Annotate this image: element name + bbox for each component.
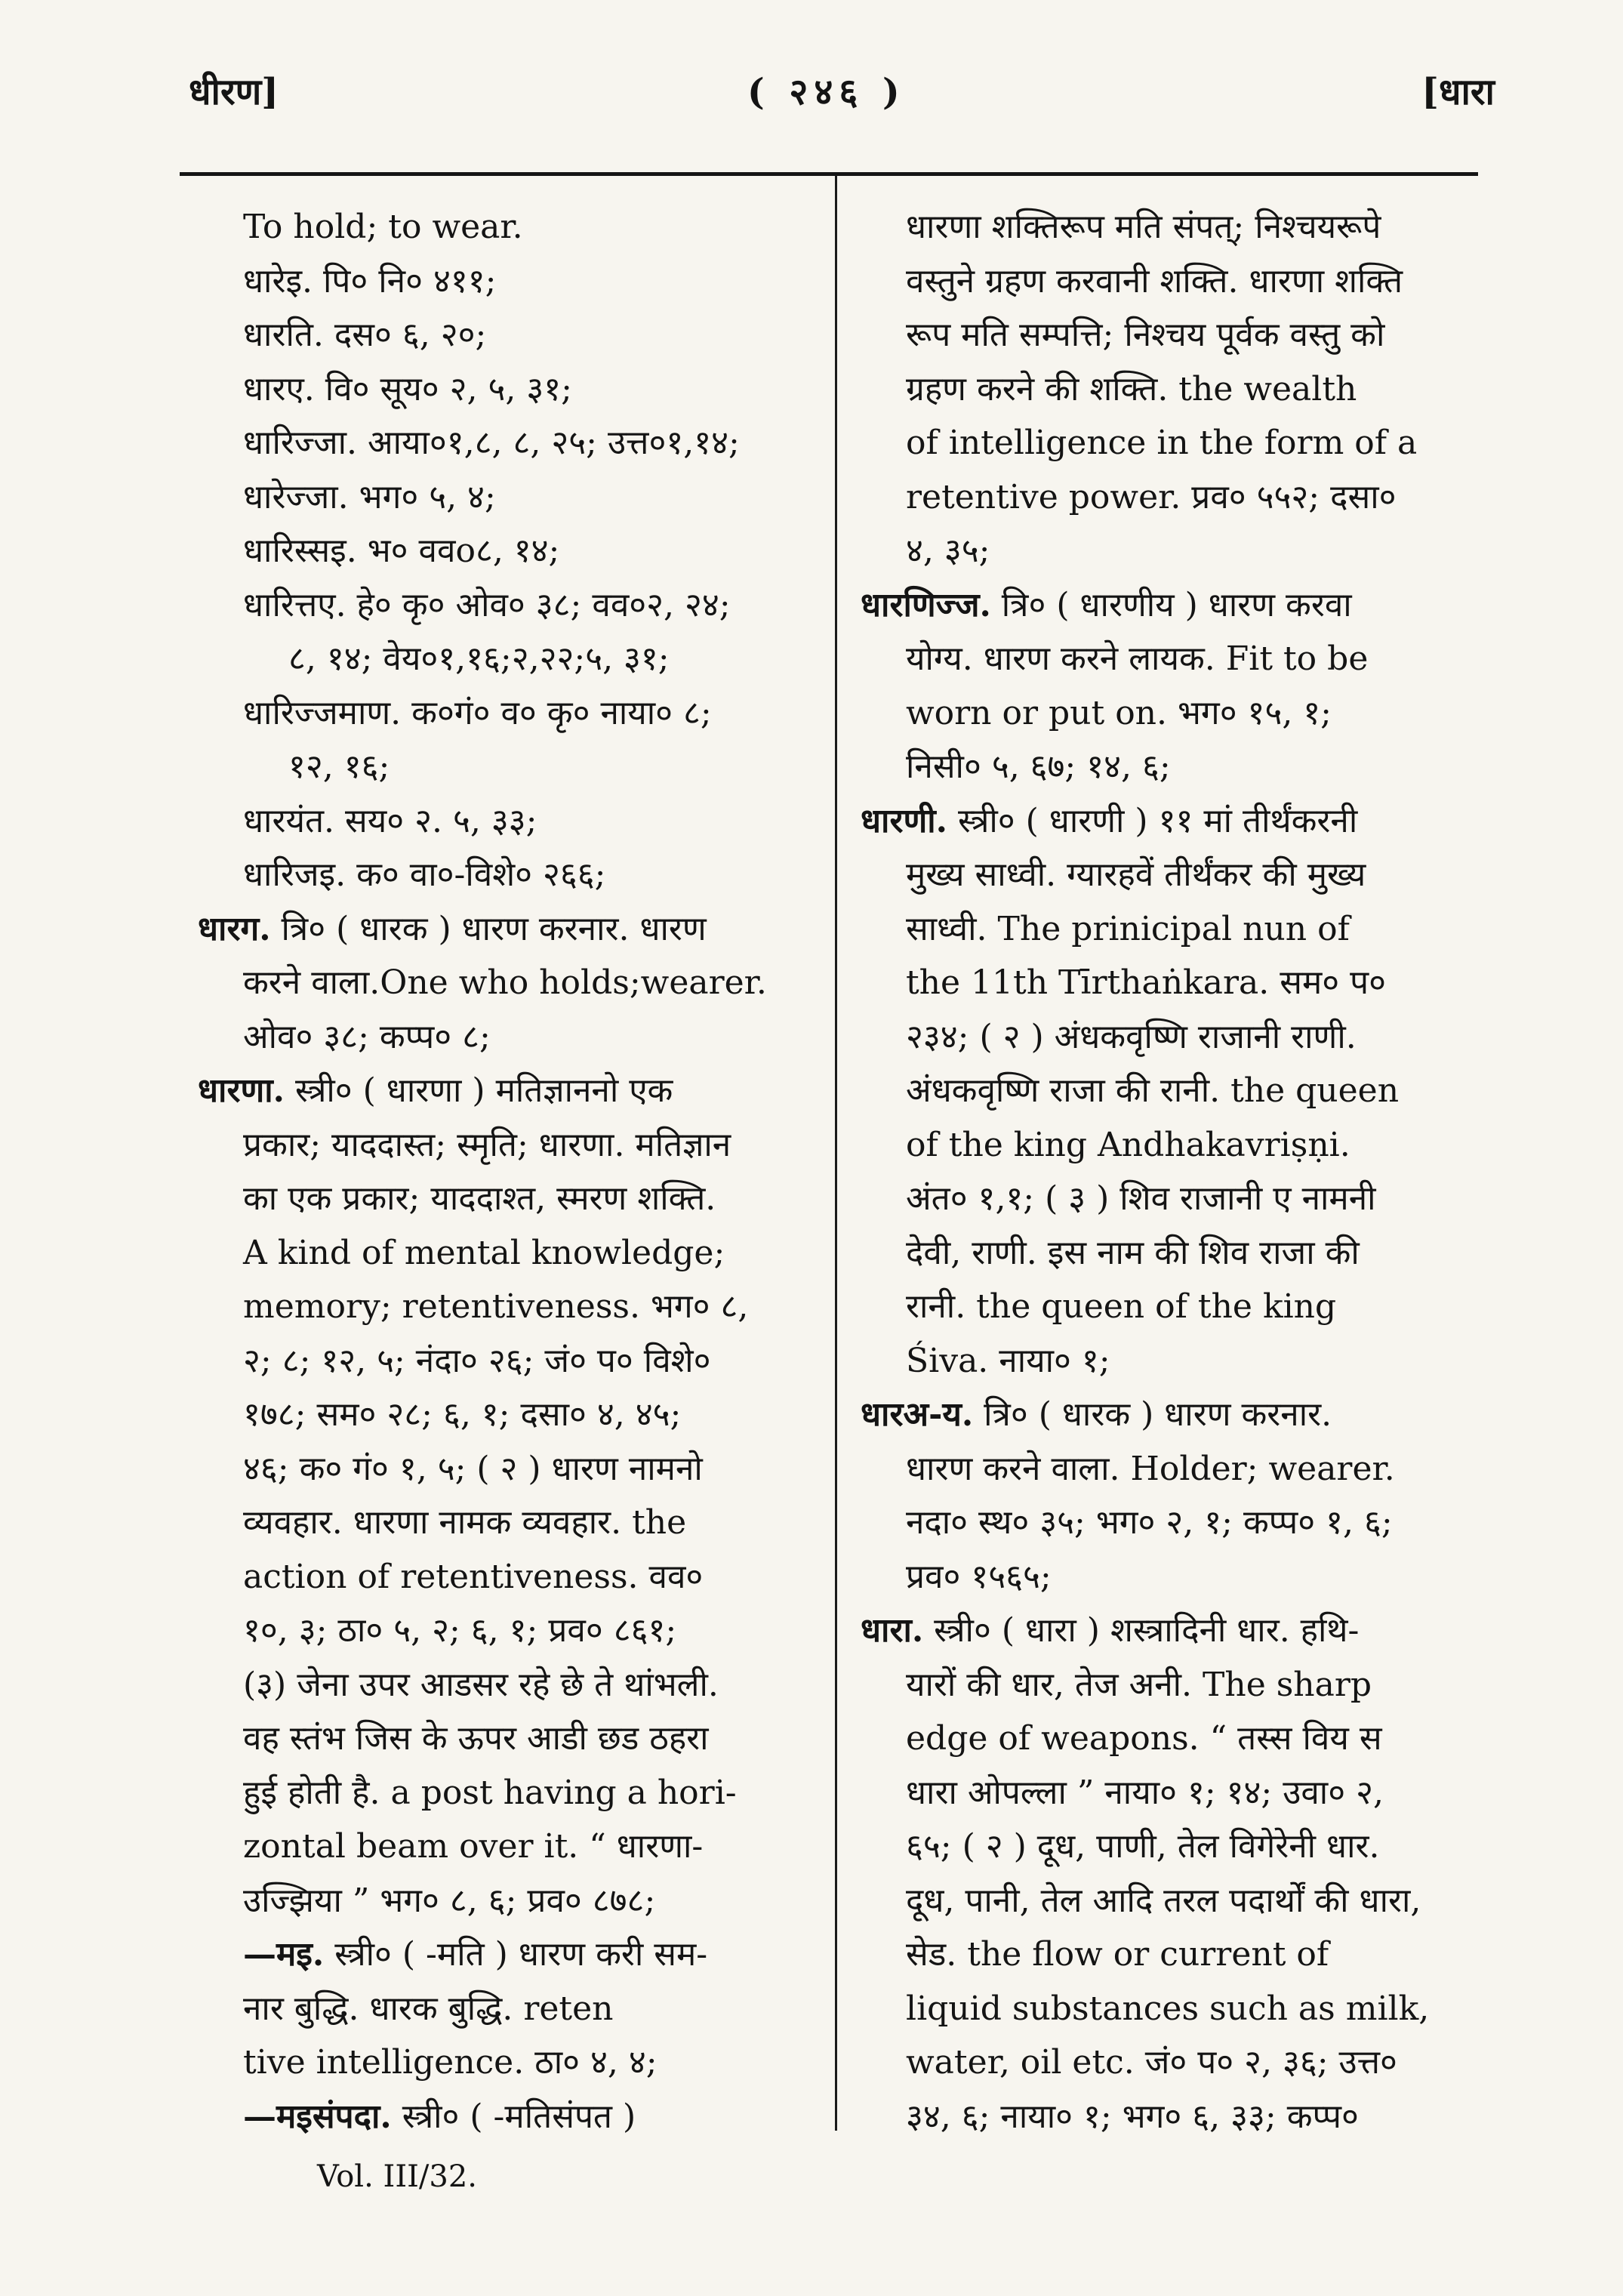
- entry-line: रूप मति सम्पत्ति; निश्चय पूर्वक वस्तु को: [906, 316, 1385, 354]
- entry-line: रानी. the queen of the king: [906, 1287, 1337, 1326]
- entry-line: धारित्तए. हे० कृ० ओव० ३८; वव०२, २४;: [243, 585, 731, 624]
- entry-line: worn or put on. भग० १५, १;: [906, 693, 1332, 732]
- entry-line: उज्झिया ” भग० ८, ६; प्रव० ८७८;: [243, 1881, 656, 1920]
- entry-line: साध्वी. The prinicipal nun of: [906, 909, 1350, 948]
- entry-line: १२, १६;: [288, 747, 390, 786]
- entry-line: सेड. the flow or current of: [906, 1935, 1329, 1974]
- entry-line: of intelligence in the form of a: [906, 424, 1418, 462]
- entry-headword-line: धारणिज्ज. त्रि० ( धारणीय ) धारण करवा: [861, 585, 1352, 624]
- entry-line: २; ८; १२, ५; नंदा० २६; जं० प० विशे०: [243, 1341, 711, 1380]
- page-header: [189, 66, 1495, 134]
- entry-line: ८, १४; वेय०१,१६;२,२२;५, ३१;: [288, 639, 670, 678]
- entry-line: वह स्तंभ जिस के ऊपर आडी छड ठहरा: [243, 1719, 709, 1758]
- entry-headword-line: धारणा. स्त्री० ( धारणा ) मतिज्ञाननो एक: [198, 1071, 673, 1110]
- entry-headword-line: —मइसंपदा. स्त्री० ( -मतिसंपत ): [243, 2097, 636, 2136]
- entry-line: हुई होती है. a post having a hori-: [243, 1773, 737, 1812]
- entry-line: धारयंत. सय० २. ५, ३३;: [243, 801, 537, 840]
- entry-line: नदा० स्थ० ३५; भग० २, १; कप्प० १, ६;: [906, 1503, 1393, 1542]
- entry-line: प्रकार; याददास्त; स्मृति; धारणा. मतिज्ञान: [243, 1125, 731, 1164]
- entry-line: प्रव० १५६५;: [906, 1557, 1052, 1596]
- entry-headword-line: धारा. स्त्री० ( धारा ) शस्त्रादिनी धार. हथि-: [861, 1611, 1360, 1650]
- header-left-guideword: धीरण]: [189, 71, 279, 113]
- volume-footer: Vol. III/32.: [317, 2159, 478, 2194]
- left-column: [198, 200, 815, 2143]
- entry-line: ४, ३५;: [906, 532, 990, 570]
- entry-line: मुख्य साध्वी. ग्यारहवें तीर्थंकर की मुख्य: [906, 855, 1366, 894]
- entry-line: memory; retentiveness. भग० ८,: [243, 1287, 749, 1326]
- entry-line: अंधकवृष्णि राजा की रानी. the queen: [906, 1071, 1400, 1110]
- entry-line: Śiva. नाया० १;: [906, 1341, 1110, 1380]
- entry-line: tive intelligence. ठा० ४, ४;: [243, 2043, 658, 2082]
- headword: धारणा.: [198, 1071, 285, 1110]
- entry-line: action of retentiveness. वव०: [243, 1557, 704, 1596]
- header-right-guideword: [धारा: [1421, 71, 1495, 113]
- headword: —मइ.: [243, 1935, 325, 1974]
- entry-line: अंत० १,१; ( ३ ) शिव राजानी ए नामनी: [906, 1179, 1376, 1218]
- entry-line: retentive power. प्रव० ५५२; दसा०: [906, 477, 1397, 516]
- headword: धारग.: [198, 909, 271, 948]
- entry-line: ६५; ( २ ) दूध, पाणी, तेल विगेरेनी धार.: [906, 1827, 1380, 1866]
- entry-line: करने वाला.One who holds;wearer.: [243, 963, 767, 1002]
- entry-line: liquid substances such as milk,: [906, 1989, 1430, 2028]
- entry-line: २३४; ( २ ) अंधकवृष्णि राजानी राणी.: [906, 1017, 1357, 1056]
- entry-line: धारति. दस० ६, २०;: [243, 316, 487, 354]
- entry-line: का एक प्रकार; याददाश्त, स्मरण शक्ति.: [243, 1179, 716, 1218]
- entry-line: वस्तुने ग्रहण करवानी शक्ति. धारणा शक्ति: [906, 261, 1403, 300]
- entry-line: धारेज्जा. भग० ५, ४;: [243, 477, 496, 516]
- entry-headword-line: धारग. त्रि० ( धारक ) धारण करनार. धारण: [198, 909, 707, 948]
- entry-headword-line: —मइ. स्त्री० ( -मति ) धारण करी सम-: [243, 1935, 708, 1974]
- entry-line: नार बुद्धि. धारक बुद्धि. reten: [243, 1989, 614, 2028]
- page-number: ( २४६ ): [747, 71, 906, 113]
- entry-line: धारिस्सइ. भ० ववo८, १४;: [243, 532, 560, 570]
- right-column: [861, 200, 1472, 2143]
- entry-line: १०, ३; ठा० ५, २; ६, १; प्रव० ८६१;: [243, 1611, 677, 1650]
- entry-line: धारेइ. पि० नि० ४११;: [243, 261, 497, 300]
- entry-line: धारणा शक्तिरूप मति संपत्; निश्चयरूपे: [906, 208, 1381, 246]
- entry-line: ३४, ६; नाया० १; भग० ६, ३३; कप्प०: [906, 2097, 1359, 2136]
- column-divider: [835, 175, 837, 2131]
- entry-line: धारा ओपल्ला ” नाया० १; १४; उवा० २,: [906, 1773, 1384, 1812]
- entry-line: योग्य. धारण करने लायक. Fit to be: [906, 639, 1369, 678]
- entry-line: ४६; क० गं० १, ५; ( २ ) धारण नामनो: [243, 1449, 703, 1488]
- headword: —मइसंपदा.: [243, 2097, 392, 2136]
- entry-line: A kind of mental knowledge;: [243, 1233, 725, 1272]
- header-rule: [180, 172, 1478, 176]
- entry-line: धारए. वि० सूय० २, ५, ३१;: [243, 369, 572, 408]
- entry-line: धारिजइ. क० वा०-विशे० २६६;: [243, 855, 606, 894]
- entry-line: (३) जेना उपर आडसर रहे छे ते थांभली.: [243, 1665, 719, 1704]
- entry-line: of the king Andhakavriṣṇi.: [906, 1125, 1350, 1164]
- entry-line: water, oil etc. जं० प० २, ३६; उत्त०: [906, 2043, 1397, 2082]
- entry-line: १७८; सम० २८; ६, १; दसा० ४, ४५;: [243, 1395, 682, 1434]
- entry-line: व्यवहार. धारणा नामक व्यवहार. the: [243, 1503, 687, 1542]
- entry-line: धारण करने वाला. Holder; wearer.: [906, 1449, 1395, 1488]
- entry-line: To hold; to wear.: [243, 208, 523, 246]
- entry-line: निसी० ५, ६७; १४, ६;: [906, 747, 1171, 786]
- entry-line: the 11th Tīrthaṅkara. सम० प०: [906, 963, 1387, 1002]
- entry-line: दूध, पानी, तेल आदि तरल पदार्थों की धारा,: [906, 1881, 1421, 1920]
- headword: धारअ-य.: [861, 1395, 974, 1434]
- entry-headword-line: धारअ-य. त्रि० ( धारक ) धारण करनार.: [861, 1395, 1332, 1434]
- headword: धारणिज्ज.: [861, 585, 991, 624]
- entry-line: zontal beam over it. “ धारणा-: [243, 1827, 704, 1866]
- headword: धारा.: [861, 1611, 924, 1650]
- entry-line: ओव० ३८; कप्प० ८;: [243, 1017, 491, 1056]
- entry-line: धारिज्जा. आया०१,८, ८, २५; उत्त०१,१४;: [243, 424, 740, 462]
- entry-headword-line: धारणी. स्त्री० ( धारणी ) ११ मां तीर्थंकरनी: [861, 801, 1358, 840]
- entry-line: ग्रहण करने की शक्ति. the wealth: [906, 369, 1357, 408]
- entry-line: देवी, राणी. इस नाम की शिव राजा की: [906, 1233, 1360, 1272]
- entry-line: धारिज्जमाण. क०गं० व० कृ० नाया० ८;: [243, 693, 712, 732]
- headword: धारणी.: [861, 801, 947, 840]
- entry-line: यारों की धार, तेज अनी. The sharp: [906, 1665, 1372, 1704]
- entry-line: edge of weapons. “ तस्स विय स: [906, 1719, 1382, 1758]
